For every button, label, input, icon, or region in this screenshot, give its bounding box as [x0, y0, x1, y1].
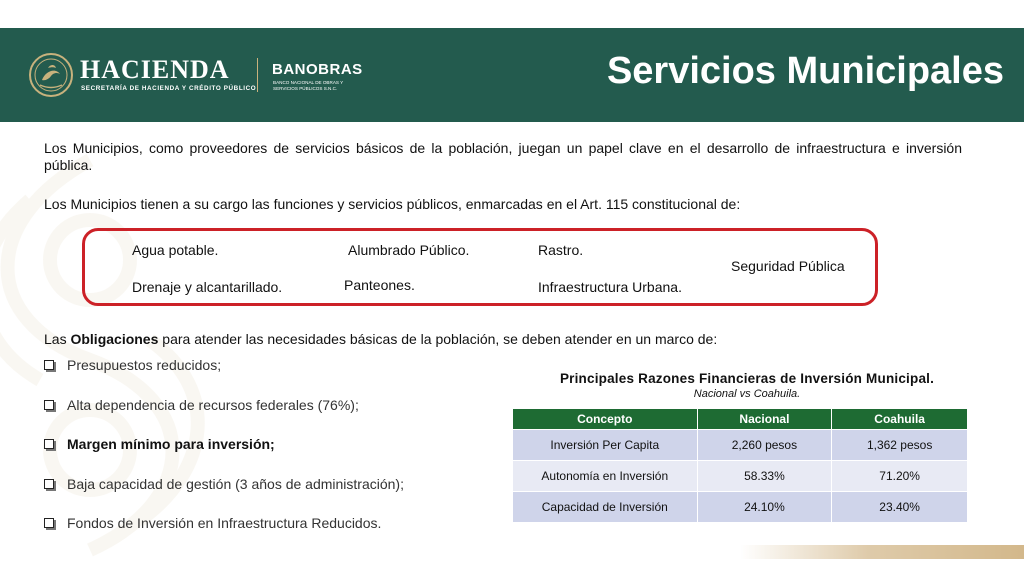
checkbox-bullet-icon — [44, 400, 54, 410]
table-row — [513, 492, 968, 523]
column-header: Concepto — [513, 409, 698, 430]
table-subtitle: Nacional vs Coahuila. — [693, 388, 801, 400]
list-item-text: Fondos de Inversión en Infraestructura Reducidos. — [67, 515, 382, 531]
partner-name: BANOBRAS — [272, 61, 363, 78]
service-item: Rastro. — [538, 242, 584, 258]
list-item-text: Margen mínimo para inversión; — [67, 436, 275, 452]
checkbox-bullet-icon — [44, 479, 54, 489]
coat-of-arms-icon — [28, 52, 74, 98]
service-item: Panteones. — [344, 277, 415, 293]
table-cell: 58.33% — [697, 461, 832, 492]
decorative-gold-bar — [740, 545, 1024, 559]
table-header-row — [513, 409, 968, 430]
intro-paragraph: Los Municipios, como proveedores de servicios básicos de la población, juegan un papel clave en el desarrollo de infraestructura e inversión pública. — [44, 140, 962, 173]
article-paragraph: Los Municipios tienen a su cargo las funciones y servicios públicos, enmarcadas en el Art. 115 constitucional de: — [44, 196, 741, 212]
table-cell: 23.40% — [832, 492, 968, 523]
service-item: Agua potable. — [132, 242, 219, 258]
header-divider — [257, 58, 258, 92]
partner-subtitle: BANCO NACIONAL DE OBRAS Y SERVICIOS PÚBLICOS S.N.C. — [273, 80, 344, 91]
list-item-text: Alta dependencia de recursos federales (76%); — [67, 397, 359, 413]
checkbox-bullet-icon — [44, 439, 54, 449]
service-item: Infraestructura Urbana. — [538, 279, 682, 295]
table-title: Principales Razones Financieras de Inversión Municipal. — [559, 371, 935, 386]
header-band — [0, 28, 1024, 122]
column-header: Nacional — [697, 409, 832, 430]
checkbox-bullet-icon — [44, 360, 54, 370]
financial-ratios-table — [512, 408, 968, 523]
obligations-paragraph — [44, 331, 962, 348]
table-cell: 2,260 pesos — [697, 430, 832, 461]
table-row — [513, 430, 968, 461]
list-item-text: Baja capacidad de gestión (3 años de administración); — [67, 476, 404, 492]
table-cell: 71.20% — [832, 461, 968, 492]
slide-title: Servicios Municipales — [606, 50, 1004, 92]
table-row — [513, 461, 968, 492]
table-cell: Inversión Per Capita — [513, 430, 698, 461]
services-box — [82, 228, 878, 306]
service-item: Alumbrado Público. — [348, 242, 470, 258]
column-header: Coahuila — [832, 409, 968, 430]
table-cell: Capacidad de Inversión — [513, 492, 698, 523]
obligations-bold: Obligaciones — [70, 331, 159, 347]
org-name: HACIENDA — [80, 55, 230, 84]
service-item: Seguridad Pública — [731, 258, 845, 274]
obligations-prefix: Las — [44, 331, 71, 347]
list-item-text: Presupuestos reducidos; — [67, 357, 222, 373]
org-subtitle: SECRETARÍA DE HACIENDA Y CRÉDITO PÚBLICO — [81, 85, 257, 92]
table-cell: 24.10% — [697, 492, 832, 523]
table-cell: Autonomía en Inversión — [513, 461, 698, 492]
checkbox-bullet-icon — [44, 518, 54, 528]
service-item: Drenaje y alcantarillado. — [132, 279, 283, 295]
obligations-suffix: para atender las necesidades básicas de la población, se deben atender en un marco de: — [158, 331, 718, 347]
table-cell: 1,362 pesos — [832, 430, 968, 461]
